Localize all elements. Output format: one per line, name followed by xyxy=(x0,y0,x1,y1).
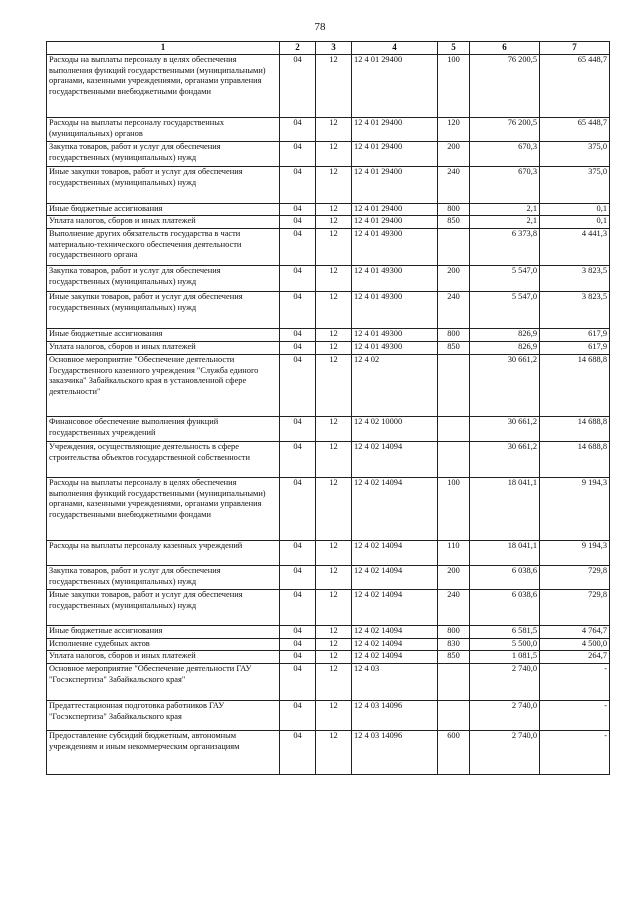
row-section-cell: 04 xyxy=(280,142,316,167)
row-amount-cell: 264,7 xyxy=(540,651,610,664)
table-row xyxy=(47,417,610,442)
row-section-cell: 04 xyxy=(280,651,316,664)
row-expense-type-cell: 120 xyxy=(438,118,470,142)
row-amount-cell: 9 194,3 xyxy=(540,541,610,566)
column-header-5: 5 xyxy=(438,42,470,55)
row-name-cell: Уплата налогов, сборов и иных платежей xyxy=(47,342,280,355)
column-header-2: 2 xyxy=(280,42,316,55)
row-expense-type-cell: 200 xyxy=(438,566,470,590)
table-row xyxy=(47,664,610,701)
row-amount-cell: 617,9 xyxy=(540,342,610,355)
row-amount-cell: 670,3 xyxy=(470,142,540,167)
row-section-cell: 04 xyxy=(280,566,316,590)
row-amount-cell: 2 740,0 xyxy=(470,664,540,701)
row-name-cell: Основное мероприятие "Обеспечение деятельности Государственного казенного учреждения "Служба единого заказчика" Забайкальского края в установленной сфере деятельности" xyxy=(47,355,280,417)
row-section-cell: 04 xyxy=(280,167,316,204)
row-amount-cell: 3 823,5 xyxy=(540,266,610,292)
row-section-cell: 04 xyxy=(280,204,316,216)
budget-table xyxy=(46,41,610,775)
row-section-cell: 04 xyxy=(280,541,316,566)
row-target-article-cell: 12 4 01 29400 xyxy=(352,167,438,204)
row-subsection-cell: 12 xyxy=(316,329,352,342)
row-target-article-cell: 12 4 01 29400 xyxy=(352,216,438,229)
column-header-6: 6 xyxy=(470,42,540,55)
table-row xyxy=(47,651,610,664)
row-section-cell: 04 xyxy=(280,55,316,118)
row-name-cell: Расходы на выплаты персоналу в целях обеспечения выполнения функций государственными (муниципальными) органами, казенными учреждениями, органами управления государственными внебюджетными фондами xyxy=(47,478,280,541)
row-section-cell: 04 xyxy=(280,442,316,478)
table-row xyxy=(47,118,610,142)
row-amount-cell: 6 038,6 xyxy=(470,566,540,590)
row-section-cell: 04 xyxy=(280,639,316,651)
row-name-cell: Уплата налогов, сборов и иных платежей xyxy=(47,651,280,664)
row-subsection-cell: 12 xyxy=(316,342,352,355)
row-amount-cell: 2 740,0 xyxy=(470,701,540,731)
table-header-row xyxy=(47,42,610,55)
row-name-cell: Финансовое обеспечение выполнения функций государственных учреждений xyxy=(47,417,280,442)
row-amount-cell: 4 500,0 xyxy=(540,639,610,651)
row-subsection-cell: 12 xyxy=(316,566,352,590)
row-name-cell: Иные закупки товаров, работ и услуг для обеспечения государственных (муниципальных) нужд xyxy=(47,590,280,626)
row-expense-type-cell: 100 xyxy=(438,478,470,541)
row-amount-cell: 670,3 xyxy=(470,167,540,204)
row-name-cell: Расходы на выплаты персоналу государственных (муниципальных) органов xyxy=(47,118,280,142)
row-expense-type-cell: 800 xyxy=(438,329,470,342)
row-section-cell: 04 xyxy=(280,417,316,442)
row-expense-type-cell xyxy=(438,355,470,417)
row-amount-cell: 0,1 xyxy=(540,216,610,229)
row-amount-cell: 729,8 xyxy=(540,566,610,590)
row-amount-cell: 76 200,5 xyxy=(470,55,540,118)
row-expense-type-cell: 600 xyxy=(438,731,470,775)
row-target-article-cell: 12 4 02 14094 xyxy=(352,590,438,626)
row-amount-cell: 826,9 xyxy=(470,329,540,342)
row-name-cell: Расходы на выплаты персоналу казенных учреждений xyxy=(47,541,280,566)
row-amount-cell: - xyxy=(540,701,610,731)
row-amount-cell: 2,1 xyxy=(470,216,540,229)
row-section-cell: 04 xyxy=(280,731,316,775)
row-section-cell: 04 xyxy=(280,229,316,266)
row-target-article-cell: 12 4 01 49300 xyxy=(352,229,438,266)
table-row xyxy=(47,355,610,417)
row-name-cell: Уплата налогов, сборов и иных платежей xyxy=(47,216,280,229)
row-expense-type-cell: 800 xyxy=(438,626,470,639)
row-section-cell: 04 xyxy=(280,266,316,292)
row-section-cell: 04 xyxy=(280,626,316,639)
row-section-cell: 04 xyxy=(280,701,316,731)
row-target-article-cell: 12 4 02 xyxy=(352,355,438,417)
row-amount-cell: 4 764,7 xyxy=(540,626,610,639)
row-subsection-cell: 12 xyxy=(316,478,352,541)
row-target-article-cell: 12 4 01 29400 xyxy=(352,55,438,118)
row-subsection-cell: 12 xyxy=(316,626,352,639)
row-amount-cell: 76 200,5 xyxy=(470,118,540,142)
row-target-article-cell: 12 4 02 10000 xyxy=(352,417,438,442)
row-amount-cell: 5 547,0 xyxy=(470,292,540,329)
row-amount-cell: - xyxy=(540,731,610,775)
row-subsection-cell: 12 xyxy=(316,229,352,266)
row-amount-cell: 4 441,3 xyxy=(540,229,610,266)
row-subsection-cell: 12 xyxy=(316,701,352,731)
row-name-cell: Иные закупки товаров, работ и услуг для обеспечения государственных (муниципальных) нужд xyxy=(47,167,280,204)
row-target-article-cell: 12 4 02 14094 xyxy=(352,478,438,541)
row-expense-type-cell: 800 xyxy=(438,204,470,216)
row-name-cell: Иные бюджетные ассигнования xyxy=(47,204,280,216)
row-expense-type-cell: 830 xyxy=(438,639,470,651)
row-amount-cell: - xyxy=(540,664,610,701)
row-target-article-cell: 12 4 02 14094 xyxy=(352,626,438,639)
table-row xyxy=(47,55,610,118)
row-name-cell: Расходы на выплаты персоналу в целях обеспечения выполнения функций государственными (муниципальными) органами, казенными учреждениями, органами управления государственными внебюджетными фондами xyxy=(47,55,280,118)
row-section-cell: 04 xyxy=(280,478,316,541)
row-expense-type-cell xyxy=(438,442,470,478)
column-header-3: 3 xyxy=(316,42,352,55)
row-amount-cell: 14 688,8 xyxy=(540,417,610,442)
row-subsection-cell: 12 xyxy=(316,651,352,664)
table-row xyxy=(47,478,610,541)
row-subsection-cell: 12 xyxy=(316,442,352,478)
table-row xyxy=(47,329,610,342)
table-row xyxy=(47,142,610,167)
row-expense-type-cell: 200 xyxy=(438,142,470,167)
row-target-article-cell: 12 4 01 29400 xyxy=(352,142,438,167)
row-expense-type-cell: 850 xyxy=(438,216,470,229)
row-section-cell: 04 xyxy=(280,590,316,626)
row-expense-type-cell: 240 xyxy=(438,590,470,626)
row-expense-type-cell xyxy=(438,229,470,266)
row-name-cell: Иные закупки товаров, работ и услуг для обеспечения государственных (муниципальных) нужд xyxy=(47,292,280,329)
row-amount-cell: 375,0 xyxy=(540,167,610,204)
row-amount-cell: 3 823,5 xyxy=(540,292,610,329)
row-amount-cell: 0,1 xyxy=(540,204,610,216)
row-subsection-cell: 12 xyxy=(316,639,352,651)
row-section-cell: 04 xyxy=(280,216,316,229)
page-number: 78 xyxy=(314,21,326,33)
table-row xyxy=(47,566,610,590)
table-row xyxy=(47,292,610,329)
row-target-article-cell: 12 4 01 29400 xyxy=(352,118,438,142)
table-row xyxy=(47,167,610,204)
row-target-article-cell: 12 4 02 14094 xyxy=(352,566,438,590)
row-amount-cell: 14 688,8 xyxy=(540,442,610,478)
row-target-article-cell: 12 4 01 49300 xyxy=(352,329,438,342)
table-row xyxy=(47,342,610,355)
row-expense-type-cell xyxy=(438,664,470,701)
row-target-article-cell: 12 4 02 14094 xyxy=(352,651,438,664)
row-subsection-cell: 12 xyxy=(316,292,352,329)
table-row xyxy=(47,204,610,216)
column-header-1: 1 xyxy=(47,42,280,55)
row-subsection-cell: 12 xyxy=(316,266,352,292)
table-row xyxy=(47,266,610,292)
table-row xyxy=(47,216,610,229)
row-amount-cell: 5 500,0 xyxy=(470,639,540,651)
row-amount-cell: 1 081,5 xyxy=(470,651,540,664)
table-row xyxy=(47,442,610,478)
row-target-article-cell: 12 4 02 14094 xyxy=(352,541,438,566)
row-name-cell: Исполнение судебных актов xyxy=(47,639,280,651)
row-target-article-cell: 12 4 01 29400 xyxy=(352,204,438,216)
row-amount-cell: 2 740,0 xyxy=(470,731,540,775)
row-target-article-cell: 12 4 03 xyxy=(352,664,438,701)
row-section-cell: 04 xyxy=(280,342,316,355)
row-target-article-cell: 12 4 03 14096 xyxy=(352,731,438,775)
row-amount-cell: 617,9 xyxy=(540,329,610,342)
row-amount-cell: 375,0 xyxy=(540,142,610,167)
row-amount-cell: 6 373,8 xyxy=(470,229,540,266)
row-name-cell: Выполнение других обязательств государства в части материально-технического обеспечения деятельности государственного органа xyxy=(47,229,280,266)
row-subsection-cell: 12 xyxy=(316,664,352,701)
row-section-cell: 04 xyxy=(280,664,316,701)
row-name-cell: Закупка товаров, работ и услуг для обеспечения государственных (муниципальных) нужд xyxy=(47,566,280,590)
table-row xyxy=(47,541,610,566)
table-row xyxy=(47,590,610,626)
row-name-cell: Основное мероприятие "Обеспечение деятельности ГАУ "Госэкспертиза" Забайкальского края" xyxy=(47,664,280,701)
row-amount-cell: 5 547,0 xyxy=(470,266,540,292)
row-amount-cell: 9 194,3 xyxy=(540,478,610,541)
row-expense-type-cell: 100 xyxy=(438,55,470,118)
row-subsection-cell: 12 xyxy=(316,204,352,216)
row-amount-cell: 729,8 xyxy=(540,590,610,626)
table-body xyxy=(47,55,610,775)
row-target-article-cell: 12 4 01 49300 xyxy=(352,292,438,329)
row-target-article-cell: 12 4 01 49300 xyxy=(352,342,438,355)
row-amount-cell: 6 038,6 xyxy=(470,590,540,626)
row-name-cell: Иные бюджетные ассигнования xyxy=(47,329,280,342)
row-subsection-cell: 12 xyxy=(316,541,352,566)
row-amount-cell: 18 041,1 xyxy=(470,541,540,566)
row-amount-cell: 30 661,2 xyxy=(470,417,540,442)
row-name-cell: Иные бюджетные ассигнования xyxy=(47,626,280,639)
row-expense-type-cell: 240 xyxy=(438,167,470,204)
row-amount-cell: 6 581,5 xyxy=(470,626,540,639)
table-row xyxy=(47,701,610,731)
row-subsection-cell: 12 xyxy=(316,216,352,229)
row-expense-type-cell xyxy=(438,701,470,731)
column-header-4: 4 xyxy=(352,42,438,55)
row-target-article-cell: 12 4 03 14096 xyxy=(352,701,438,731)
table-row xyxy=(47,639,610,651)
row-name-cell: Предаттестационная подготовка работников ГАУ "Госэкспертиза" Забайкальского края xyxy=(47,701,280,731)
row-target-article-cell: 12 4 02 14094 xyxy=(352,442,438,478)
row-name-cell: Учреждения, осуществляющие деятельность в сфере строительства объектов государственной собственности xyxy=(47,442,280,478)
row-expense-type-cell: 850 xyxy=(438,342,470,355)
row-subsection-cell: 12 xyxy=(316,355,352,417)
row-section-cell: 04 xyxy=(280,329,316,342)
table-row xyxy=(47,731,610,775)
row-name-cell: Закупка товаров, работ и услуг для обеспечения государственных (муниципальных) нужд xyxy=(47,266,280,292)
row-subsection-cell: 12 xyxy=(316,55,352,118)
row-amount-cell: 14 688,8 xyxy=(540,355,610,417)
column-header-7: 7 xyxy=(540,42,610,55)
row-amount-cell: 30 661,2 xyxy=(470,355,540,417)
row-target-article-cell: 12 4 01 49300 xyxy=(352,266,438,292)
row-amount-cell: 65 448,7 xyxy=(540,118,610,142)
row-section-cell: 04 xyxy=(280,355,316,417)
row-amount-cell: 18 041,1 xyxy=(470,478,540,541)
row-section-cell: 04 xyxy=(280,292,316,329)
row-subsection-cell: 12 xyxy=(316,142,352,167)
row-expense-type-cell: 850 xyxy=(438,651,470,664)
table-row xyxy=(47,626,610,639)
row-expense-type-cell: 110 xyxy=(438,541,470,566)
row-subsection-cell: 12 xyxy=(316,118,352,142)
row-name-cell: Предоставление субсидий бюджетным, автономным учреждениям и иным некоммерческим организациям xyxy=(47,731,280,775)
row-expense-type-cell xyxy=(438,417,470,442)
row-subsection-cell: 12 xyxy=(316,590,352,626)
row-amount-cell: 2,1 xyxy=(470,204,540,216)
row-target-article-cell: 12 4 02 14094 xyxy=(352,639,438,651)
row-amount-cell: 826,9 xyxy=(470,342,540,355)
row-expense-type-cell: 200 xyxy=(438,266,470,292)
row-subsection-cell: 12 xyxy=(316,167,352,204)
row-subsection-cell: 12 xyxy=(316,417,352,442)
row-subsection-cell: 12 xyxy=(316,731,352,775)
row-amount-cell: 30 661,2 xyxy=(470,442,540,478)
row-section-cell: 04 xyxy=(280,118,316,142)
row-expense-type-cell: 240 xyxy=(438,292,470,329)
row-amount-cell: 65 448,7 xyxy=(540,55,610,118)
table-row xyxy=(47,229,610,266)
row-name-cell: Закупка товаров, работ и услуг для обеспечения государственных (муниципальных) нужд xyxy=(47,142,280,167)
